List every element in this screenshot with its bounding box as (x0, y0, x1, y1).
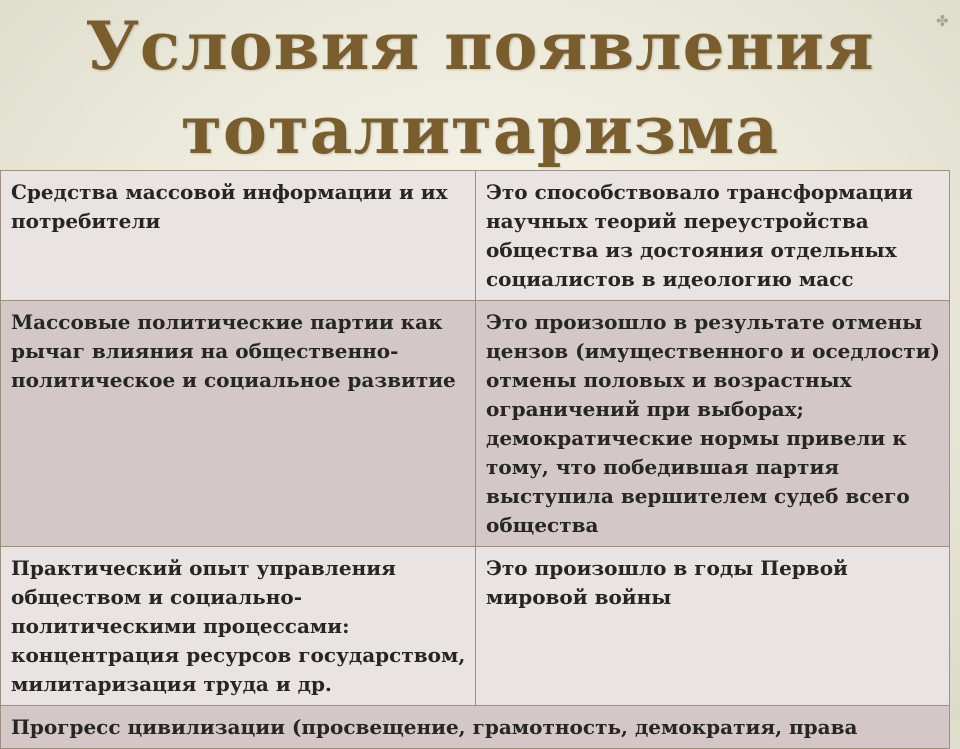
table-row (1, 301, 950, 547)
table-cell-condition: Прогресс цивилизации (просвещение, грамотность, демократия, права (1, 706, 950, 749)
table-row (1, 547, 950, 706)
table-cell-explanation: Это произошло в годы Первой мировой войны (476, 547, 950, 706)
conditions-table (0, 170, 950, 749)
slide-title-line-1: Условия появления (85, 7, 875, 85)
table-row (1, 706, 950, 749)
table-cell-explanation: Это произошло в результате отмены цензов (имущественного и оседлости) отмены половых и возрастных ограничений при выборах; демократические нормы привели к тому, что победившая партия выступила вершителем судеб всего общества (476, 301, 950, 547)
table-cell-condition: Средства массовой информации и их потребители (1, 171, 476, 301)
four-point-star-icon: ✤ (936, 12, 949, 30)
table-cell-explanation: Это способствовало трансформации научных теорий переустройства общества из достояния отдельных социалистов в идеологию масс (476, 171, 950, 301)
table-row (1, 171, 950, 301)
slide-title-line-2: тоталитаризма (180, 91, 780, 169)
table-cell-condition: Практический опыт управления обществом и социально-политическими процессами: концентрация ресурсов государством, милитаризация труда и др. (1, 547, 476, 706)
slide-title (0, 4, 960, 172)
table-cell-condition: Массовые политические партии как рычаг влияния на общественно-политическое и социальное развитие (1, 301, 476, 547)
